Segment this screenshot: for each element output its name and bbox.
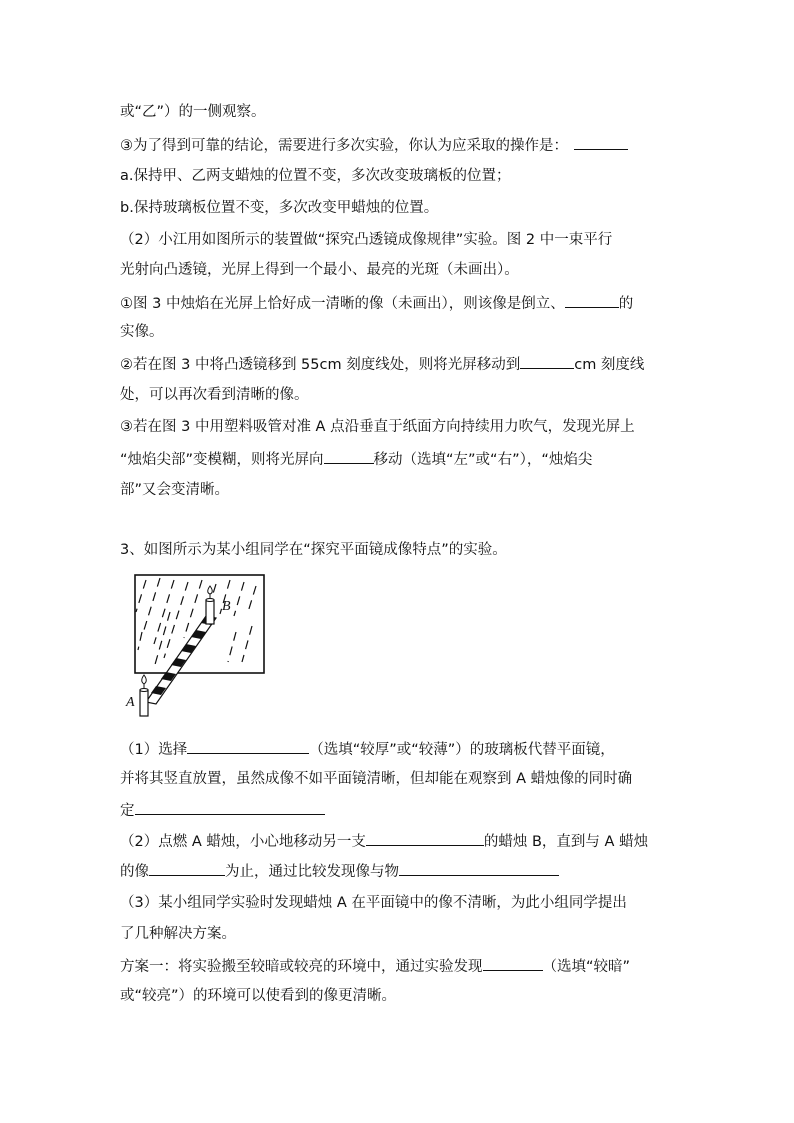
text-segment: 的蜡烛 B，直到与 A 蜡烛 [483,834,649,850]
text-segment: 部”又会变清晰。 [120,482,230,498]
answer-blank[interactable] [574,135,628,150]
text-line [120,480,680,500]
label-b: B [222,599,231,614]
label-a: A [126,695,135,710]
text-segment: ③若在图 3 中用塑料吸管对准 A 点沿垂直于纸面方向持续用力吹气，发现光屏上 [120,419,635,435]
text-line [120,385,680,405]
text-line [120,417,680,437]
text-line [120,102,680,122]
answer-blank[interactable] [483,956,543,971]
text-line [120,230,680,250]
text-line [120,831,680,852]
text-line [120,924,680,944]
text-segment: 方案一：将实验搬至较暗或较亮的环境中，通过实验发现 [120,959,483,975]
candle-a [140,675,148,716]
text-line [120,769,680,789]
answer-blank[interactable] [366,831,484,846]
text-line [120,293,680,314]
text-segment: （2）点燃 A 蜡烛，小心地移动另一支 [120,834,366,850]
text-line [120,260,680,280]
text-line [120,198,680,218]
text-line [120,861,680,882]
answer-blank[interactable] [399,861,559,876]
answer-blank[interactable] [565,293,619,308]
text-segment: 或“乙”）的一侧观察。 [120,104,266,120]
text-segment: ②若在图 3 中将凸透镜移到 55cm 刻度线处，则将光屏移动到 [120,357,521,373]
answer-blank[interactable] [149,861,225,876]
text-line [120,956,680,977]
text-segment: （选填“较厚”或“较薄”）的玻璃板代替平面镜， [309,742,615,758]
text-segment: 的 [618,296,634,312]
text-segment: （3）某小组同学实验时发现蜡烛 A 在平面镜中的像不清晰，为此小组同学提出 [120,895,627,911]
text-segment: 移动（选填“左”或“右”），“烛焰尖 [373,452,593,468]
text-segment: cm 刻度线 [574,357,645,373]
text-segment: 光射向凸透镜，光屏上得到一个最小、最亮的光斑（未画出）。 [120,262,519,278]
text-segment: b.保持玻璃板位置不变，多次改变甲蜡烛的位置。 [120,200,439,216]
text-line [120,739,680,760]
text-segment: 实像。 [120,324,164,340]
text-line [120,800,680,821]
text-line [120,166,680,186]
text-line [120,986,680,1006]
text-segment: 的像 [120,864,149,880]
question-heading [120,540,680,560]
mirror-experiment-figure [124,572,274,720]
text-line [120,893,680,913]
text-segment: “烛焰尖部”变模糊，则将光屏向 [120,452,324,468]
text-segment: （选填“较暗” [542,959,631,975]
text-line [120,135,680,156]
text-segment: （1）选择 [120,742,188,758]
text-segment: 并将其竖直放置，虽然成像不如平面镜清晰，但却能在观察到 A 蜡烛像的同时确 [120,771,633,787]
text-segment: 3、如图所示为某小组同学在“探究平面镜成像特点”的实验。 [120,542,507,558]
text-segment: 为止，通过比较发现像与物 [225,864,399,880]
text-segment: ③为了得到可靠的结论，需要进行多次实验，你认为应采取的操作是： [120,138,568,154]
text-segment: 了几种解决方案。 [120,926,236,942]
text-segment: ①图 3 中烛焰在光屏上恰好成一清晰的像（未画出），则该像是倒立、 [120,296,565,312]
text-segment: （2）小江用如图所示的装置做“探究凸透镜成像规律”实验。图 2 中一束平行 [120,232,613,248]
text-line [120,354,680,375]
text-segment: 定 [120,803,135,819]
answer-blank[interactable] [520,354,574,369]
answer-blank[interactable] [187,739,309,754]
text-line [120,449,680,470]
answer-blank[interactable] [324,449,374,464]
glass-plate [135,575,264,673]
text-segment: 或“较亮”）的环境可以使看到的像更清晰。 [120,988,397,1004]
answer-blank[interactable] [135,800,325,815]
text-segment: 处，可以再次看到清晰的像。 [120,387,309,403]
text-segment: a.保持甲、乙两支蜡烛的位置不变，多次改变玻璃板的位置； [120,168,511,184]
text-line [120,322,680,342]
